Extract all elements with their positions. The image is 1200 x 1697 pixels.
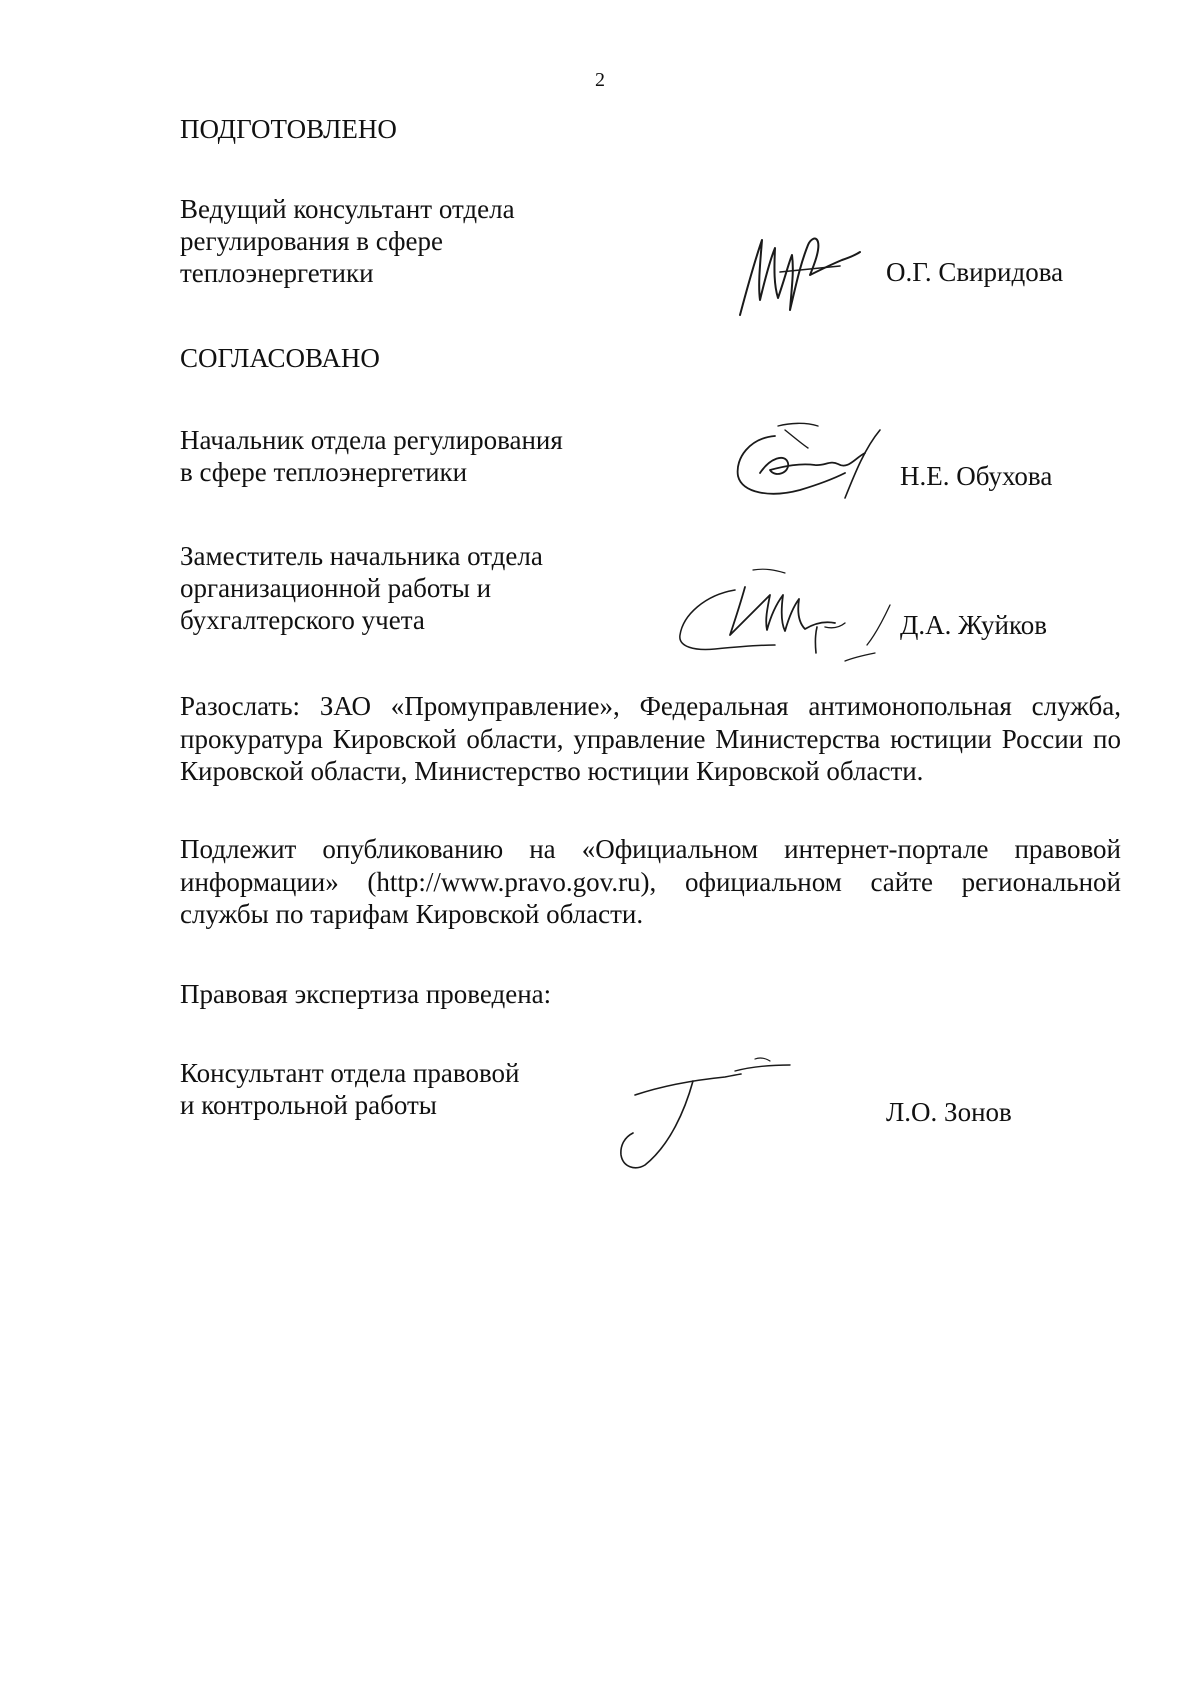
- legal-review-position: [180, 1057, 519, 1121]
- prepared-name: О.Г. Свиридова: [886, 257, 1064, 287]
- position-line: бухгалтерского учета: [180, 605, 425, 635]
- publication-paragraph: Подлежит опубликованию на «Официальном интернет-портале правовой информации» (http://www.pravo.gov.ru), официальном сайте региональной службы по тарифам Кировской области.: [180, 834, 1121, 929]
- legal-review-heading: Правовая экспертиза проведена:: [180, 979, 552, 1009]
- signature-zhuykov: [675, 565, 905, 665]
- agreed-heading: СОГЛАСОВАНО: [180, 343, 380, 373]
- signature-zonov: [615, 1055, 805, 1175]
- position-line: и контрольной работы: [180, 1090, 437, 1120]
- position-line: теплоэнергетики: [180, 258, 374, 288]
- agreed-name-2: Д.А. Жуйков: [900, 610, 1047, 640]
- position-line: Начальник отдела регулирования: [180, 425, 563, 455]
- agreed-position-1: [180, 424, 563, 488]
- prepared-position: [180, 193, 515, 289]
- agreed-position-2: [180, 540, 543, 636]
- position-line: Ведущий консультант отдела: [180, 194, 515, 224]
- position-line: в сфере теплоэнергетики: [180, 457, 468, 487]
- page-number: 2: [595, 69, 605, 91]
- distribution-paragraph: Разослать: ЗАО «Промуправление», Федеральная антимонопольная служба, прокуратура Кировской области, управление Министерства юстиции России по Кировской области, Министерство юстиции Кировской области.: [180, 691, 1121, 786]
- position-line: регулирования в сфере: [180, 226, 444, 256]
- prepared-heading: ПОДГОТОВЛЕНО: [180, 114, 397, 144]
- position-line: Консультант отдела правовой: [180, 1058, 520, 1088]
- agreed-name-1: Н.Е. Обухова: [900, 461, 1053, 491]
- signature-obukhova: [730, 418, 900, 508]
- legal-review-name: Л.О. Зонов: [886, 1097, 1012, 1127]
- position-line: организационной работы и: [180, 573, 492, 603]
- position-line: Заместитель начальника отдела: [180, 541, 543, 571]
- signature-sviridova: [730, 230, 880, 320]
